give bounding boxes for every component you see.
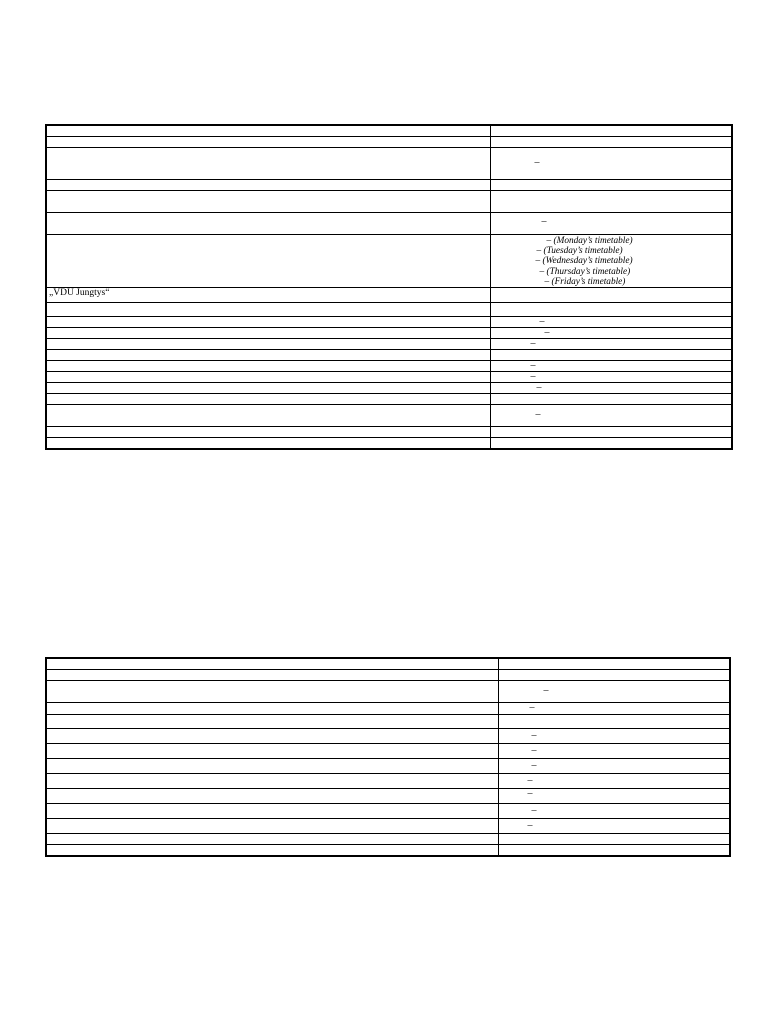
tuesday-timetable: – (Tuesday’s timetable) — [536, 245, 623, 256]
table-row — [46, 714, 730, 728]
table-row — [46, 803, 730, 818]
table-row — [46, 833, 730, 844]
table-row — [46, 393, 732, 404]
table-row — [46, 788, 730, 803]
table-row — [46, 702, 730, 714]
table-row — [46, 179, 732, 190]
table-row — [46, 818, 730, 833]
table-row — [46, 125, 732, 136]
dash-mark: – — [530, 360, 536, 371]
table-row — [46, 437, 732, 449]
table-row — [46, 234, 732, 287]
table-row — [46, 302, 732, 316]
table-row — [46, 327, 732, 338]
table-row — [46, 371, 732, 382]
dash-mark: – — [530, 371, 536, 382]
monday-timetable: – (Monday’s timetable) — [546, 235, 633, 246]
table-row — [46, 728, 730, 743]
group-label: „VDU Jungtys“ — [46, 287, 490, 302]
table-row — [46, 669, 730, 680]
dash-mark: – — [527, 819, 533, 831]
dash-mark: – — [534, 156, 540, 168]
dash-mark: – — [541, 215, 547, 227]
table-row — [46, 426, 732, 437]
friday-timetable: – (Friday’s timetable) — [544, 276, 626, 287]
table-row — [46, 338, 732, 349]
dash-mark: – — [531, 729, 537, 741]
table-row — [46, 287, 732, 302]
dash-mark: – — [539, 316, 545, 327]
dash-mark: – — [527, 774, 533, 786]
dash-mark: – — [543, 684, 549, 696]
weekly-timetable-cell — [490, 234, 732, 287]
table-row — [46, 382, 732, 393]
table-row — [46, 844, 730, 856]
table-row — [46, 773, 730, 788]
dash-mark: – — [544, 327, 550, 338]
table-row — [46, 743, 730, 758]
table-row — [46, 349, 732, 360]
table-row — [46, 758, 730, 773]
dash-mark: – — [531, 804, 537, 816]
table-row — [46, 316, 732, 327]
dash-mark: – — [527, 788, 533, 799]
dash-mark: – — [529, 702, 535, 713]
thursday-timetable: – (Thursday’s timetable) — [539, 266, 631, 277]
table-row — [46, 147, 732, 179]
table-row — [46, 404, 732, 426]
dash-mark: – — [530, 338, 536, 349]
table-row — [46, 680, 730, 702]
table-row — [46, 360, 732, 371]
dash-mark: – — [531, 759, 537, 771]
table-row — [46, 658, 730, 669]
dash-mark: – — [536, 382, 542, 393]
wednesday-timetable: – (Wednesday’s timetable) — [535, 255, 633, 266]
table-row — [46, 190, 732, 212]
table-row — [46, 212, 732, 234]
dash-mark: – — [535, 408, 541, 420]
dash-mark: – — [531, 744, 537, 756]
table-row — [46, 136, 732, 147]
schedule-table-1 — [45, 124, 733, 450]
schedule-table-2 — [45, 657, 731, 857]
